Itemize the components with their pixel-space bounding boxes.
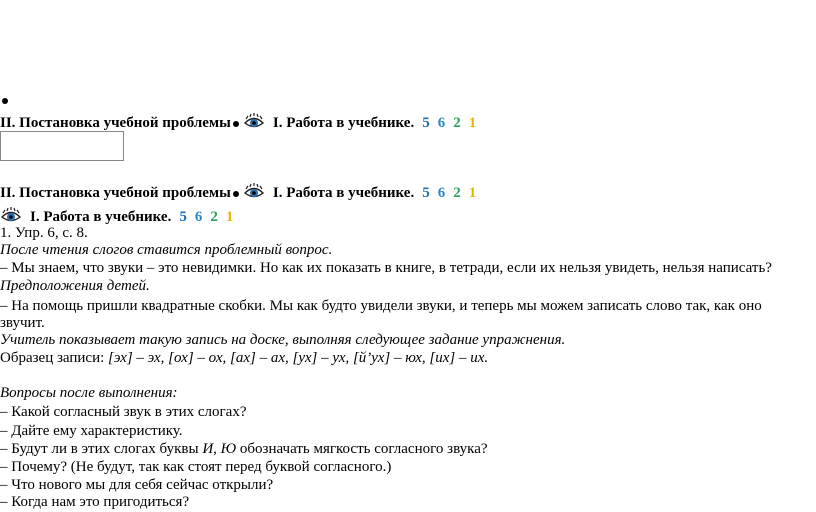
heading-row-2: [0, 183, 476, 206]
number-3: 2: [210, 209, 218, 225]
question-item: – Какой согласный звук в этих слогах?: [0, 404, 247, 420]
number-1: 5: [422, 115, 430, 131]
sample-text: [эх] – эх, [ох] – ох, [ах] – ах, [ух] – ух, [й’ух] – юх, [их] – их.: [108, 350, 489, 366]
teacher-note: Учитель показывает такую запись на доске, выполняя следующее задание упражнения.: [0, 332, 566, 348]
heading-title: II. Постановка учебной проблемы: [0, 185, 231, 201]
question-part: обозначать мягкость согласного звука?: [236, 441, 488, 457]
task-label: I. Работа в учебнике.: [272, 115, 415, 131]
question-item: – Когда нам это пригодиться?: [0, 494, 190, 510]
number-1: 5: [179, 209, 187, 225]
number-4: 1: [225, 209, 234, 225]
letter-i: И: [202, 441, 214, 457]
task-label: I. Работа в учебнике.: [30, 209, 172, 225]
eye-icon: [243, 113, 265, 136]
bullet-dot: [233, 121, 239, 127]
bullet-dot: [233, 191, 239, 197]
number-2: 6: [194, 209, 203, 225]
exercise-line: 1. Упр. 6, с. 8.: [0, 225, 88, 241]
letter-yu: Ю: [220, 441, 237, 457]
sample-line: [0, 350, 488, 367]
question-item: – Почему? (Не будут, так как стоят перед буквой согласного.): [0, 459, 392, 475]
guesses-text: Предположения детей.: [0, 278, 150, 294]
number-3: 2: [453, 185, 461, 201]
number-4: 1: [468, 115, 477, 131]
heading-title: II. Постановка учебной проблемы: [0, 115, 231, 131]
question-part: – Будут ли в этих слогах буквы: [0, 441, 203, 457]
answer-line: – На помощь пришли квадратные скобки. Мы как будто увидели звуки, и теперь мы можем записать слово так, как оно: [0, 298, 762, 314]
empty-text-box[interactable]: [0, 131, 124, 161]
number-2: 6: [437, 185, 446, 201]
number-4: 1: [468, 185, 477, 201]
number-3: 2: [453, 115, 461, 131]
questions-title: Вопросы после выполнения:: [0, 385, 178, 401]
number-2: 6: [437, 115, 446, 131]
task-label: I. Работа в учебнике.: [272, 185, 415, 201]
eye-icon: [243, 183, 265, 206]
question-item: [0, 441, 488, 458]
after-reading-text: После чтения слогов ставится проблемный вопрос.: [0, 242, 333, 258]
bullet: [2, 98, 8, 104]
question-item: – Дайте ему характеристику.: [0, 423, 183, 439]
question-item: – Что нового мы для себя сейчас открыли?: [0, 477, 274, 493]
answer-line-continued: звучит.: [0, 315, 45, 331]
question-part: ,: [213, 441, 221, 457]
sample-label: Образец записи:: [0, 350, 105, 366]
number-1: 5: [422, 185, 430, 201]
question-line: – Мы знаем, что звуки – это невидимки. Но как их показать в книге, в тетради, если их нельзя увидеть, нельзя написать?: [0, 260, 772, 276]
